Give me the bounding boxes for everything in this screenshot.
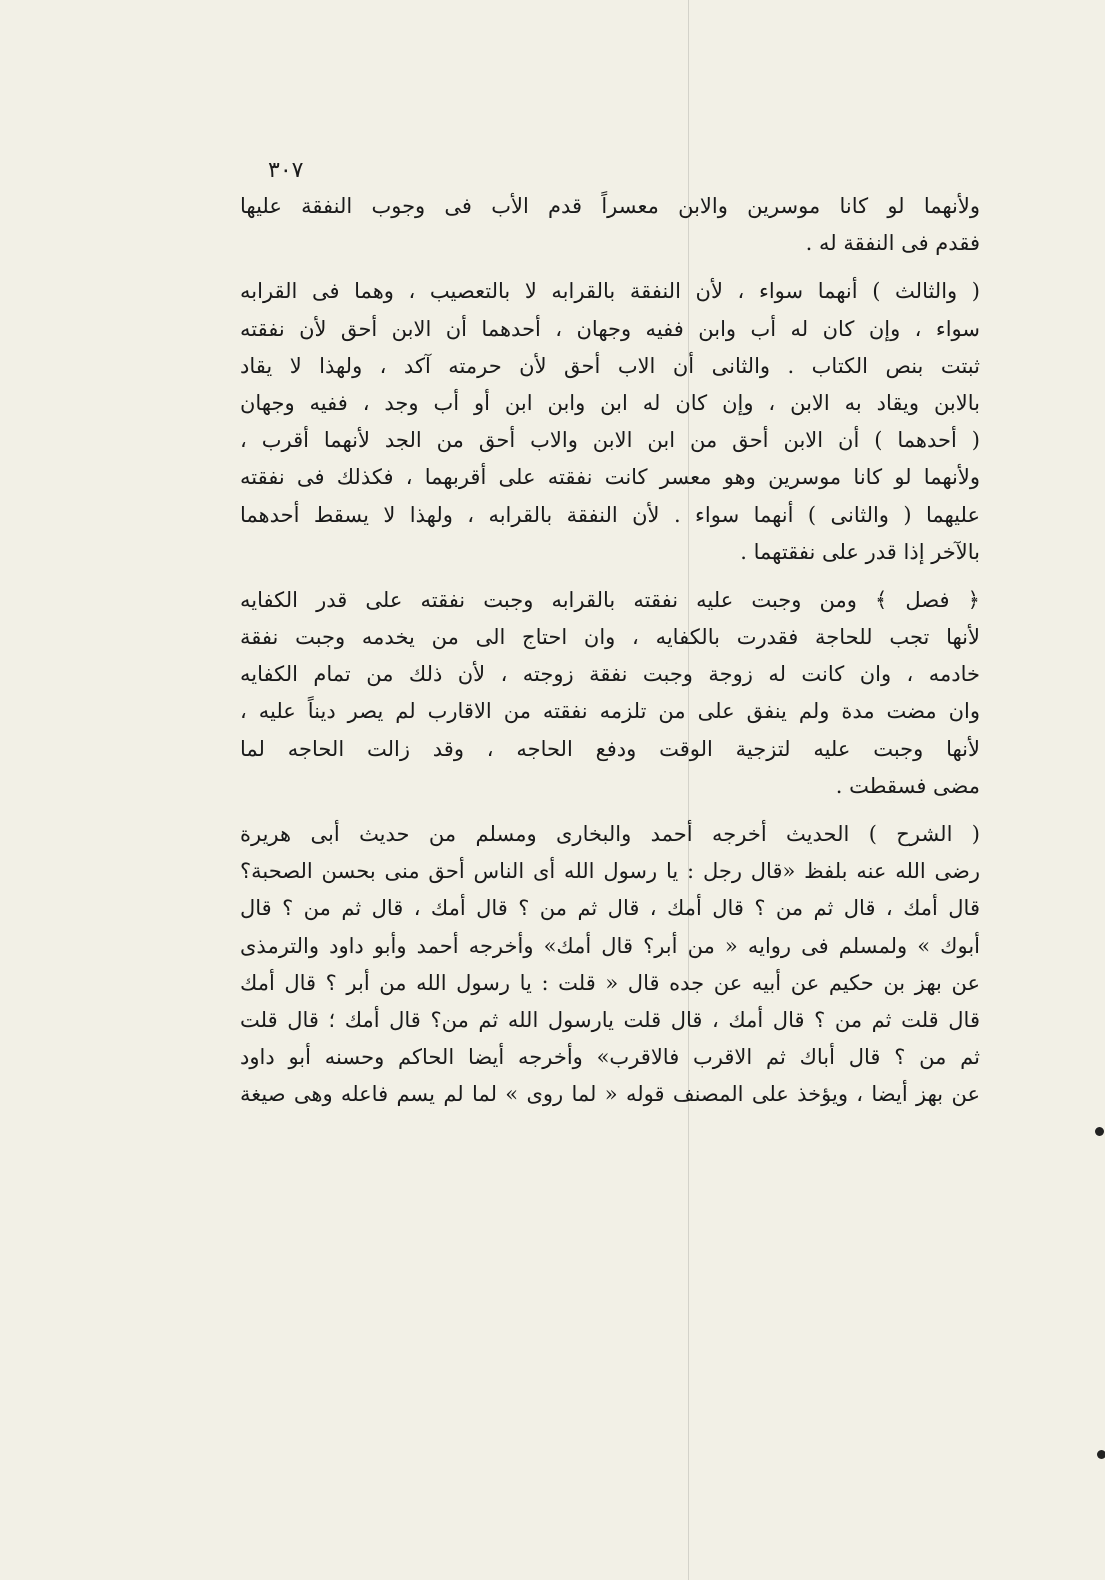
text-line: مضى فسقطت .	[835, 773, 980, 798]
text-line: ( أحدهما ) أن الابن أحق من ابن الابن والاب أحق من الجد لأنهما أقرب ،	[240, 428, 980, 453]
paragraph	[240, 816, 980, 1114]
margin-speck	[1095, 1127, 1104, 1136]
text-line: قال قلت ثم من ؟ قال أمك ، قال قلت يارسول الله ثم من؟ قال أمك ؛ قال قلت	[240, 1007, 980, 1032]
text-line: ﴿ فصل ﴾ ومن وجبت عليه نفقته بالقرابه وجبت نفقته على قدر الكفايه	[240, 587, 980, 612]
text-line: ثبتت بنص الكتاب . والثانى أن الاب أحق لأن حرمته آكد ، ولهذا لا يقاد	[240, 353, 980, 378]
text-line: أبوك » ولمسلم فى روايه « من أبر؟ قال أمك» وأخرجه أحمد وأبو داود والترمذى	[240, 933, 980, 958]
text-line: سواء ، وإن كان له أب وابن ففيه وجهان ، أحدهما أن الابن أحق لأن نفقته	[240, 316, 980, 341]
text-line: عليهما ( والثانى ) أنهما سواء . لأن النفقة بالقرابه ، ولهذا لا يسقط أحدهما	[240, 502, 980, 527]
text-line: وان مضت مدة ولم ينفق على من تلزمه نفقته من الاقارب لم يصر ديناً عليه ،	[240, 699, 980, 724]
text-line: بالآخر إذا قدر على نفقتهما .	[740, 539, 980, 564]
margin-speck	[1097, 1450, 1105, 1459]
paragraph	[240, 188, 980, 262]
text-line: رضى الله عنه بلفظ «قال رجل : يا رسول الله أى الناس أحق منى بحسن الصحبة؟	[240, 859, 980, 884]
text-line: ولأنهما لو كانا موسرين وهو معسر كانت نفقته على أقربهما ، فكذلك فى نفقته	[240, 465, 980, 490]
text-line: عن بهز أيضا ، ويؤخذ على المصنف قوله « لما روى » لما لم يسم فاعله وهى صيغة	[240, 1082, 980, 1107]
text-line: ( والثالث ) أنهما سواء ، لأن النفقة بالقرابه لا بالتعصيب ، وهما فى القرابه	[240, 279, 980, 304]
body-text	[240, 188, 980, 1125]
text-line: عن بهز بن حكيم عن أبيه عن جده قال « قلت : يا رسول الله من أبر ؟ قال أمك	[240, 970, 980, 995]
text-line: قال أمك ، قال ثم من ؟ قال أمك ، قال ثم من ؟ قال أمك ، قال ثم من ؟ قال	[240, 896, 980, 921]
text-line: لأنها تجب للحاجة فقدرت بالكفايه ، وان احتاج الى من يخدمه وجبت نفقة	[240, 625, 980, 650]
text-line: ( الشرح ) الحديث أخرجه أحمد والبخارى ومسلم من حديث أبى هريرة	[240, 822, 980, 846]
page-number: ٣٠٧	[268, 158, 304, 183]
text-line: ولأنهما لو كانا موسرين والابن معسراً قدم الأب فى وجوب النفقة عليها	[240, 194, 980, 218]
text-line: بالابن ويقاد به الابن ، وإن كان له ابن وابن ابن أو أب وجد ، ففيه وجهان	[240, 390, 980, 415]
paragraph	[240, 582, 980, 805]
text-line: لأنها وجبت عليه لتزجية الوقت ودفع الحاجه ، وقد زالت الحاجه لما	[240, 736, 980, 761]
text-line: ثم من ؟ قال أباك ثم الاقرب فالاقرب» وأخرجه أيضا الحاكم وحسنه أبو داود	[240, 1045, 980, 1070]
text-line: خادمه ، وان كانت له زوجة وجبت نفقة زوجته ، لأن ذلك من تمام الكفايه	[240, 662, 980, 687]
text-line: فقدم فى النفقة له .	[805, 231, 980, 256]
paragraph	[240, 273, 980, 571]
